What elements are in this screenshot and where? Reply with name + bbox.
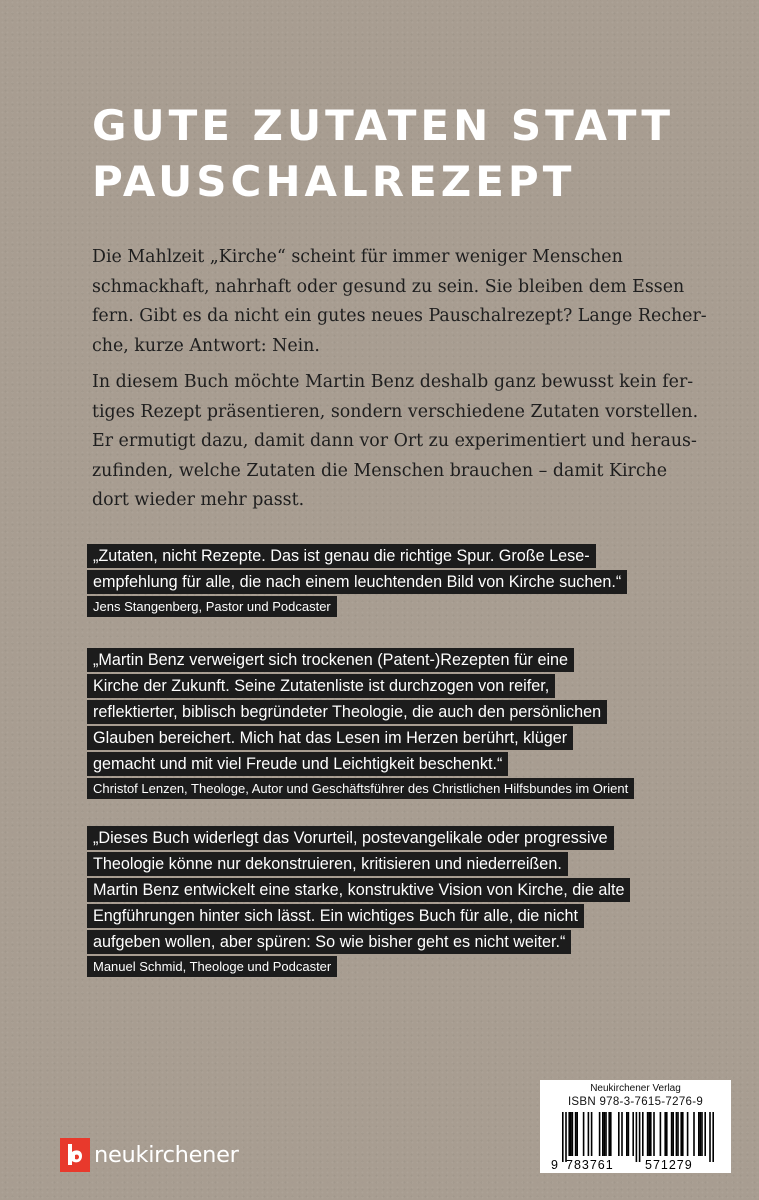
barcode-bar xyxy=(704,1112,706,1156)
barcode-bar xyxy=(666,1112,668,1156)
blurb-paragraph-1 xyxy=(92,243,707,361)
barcode-bar xyxy=(693,1112,695,1156)
barcode-bar xyxy=(639,1112,641,1162)
barcode-bar xyxy=(709,1112,711,1162)
barcode-bar xyxy=(576,1112,578,1156)
barcode-bar xyxy=(647,1112,649,1156)
blurb-paragraph-2 xyxy=(92,368,699,516)
quote-line: reflektierter, biblisch begründeter Theologie, die auch den persönlichen xyxy=(87,700,607,724)
paragraph-line: Die Mahlzeit „Kirche“ scheint für immer weniger Menschen xyxy=(92,247,623,267)
isbn-barcode-box xyxy=(540,1080,731,1173)
barcode-bar xyxy=(565,1112,567,1162)
quote-attribution: Christof Lenzen, Theologe, Autor und Geschäftsführer des Christlichen Hilfsbundes im Orient xyxy=(87,778,634,799)
quote-line: „Dieses Buch widerlegt das Vorurteil, postevangelikale oder progressive xyxy=(87,826,614,850)
quote-line: „Zutaten, nicht Rezepte. Das ist genau die richtige Spur. Große Lese- xyxy=(87,544,596,568)
barcode-bar xyxy=(677,1112,679,1156)
barcode-bar xyxy=(583,1112,585,1156)
quote-line: Theologie könne nur dekonstruieren, kritisieren und niederreißen. xyxy=(87,852,568,876)
barcode-bar xyxy=(572,1112,574,1156)
quote-attribution: Manuel Schmid, Theologe und Podcaster xyxy=(87,956,337,977)
barcode-bar xyxy=(698,1112,700,1156)
paragraph-line: In diesem Buch möchte Martin Benz deshalb ganz bewusst kein fer- xyxy=(92,372,694,392)
paragraph-line: che, kurze Antwort: Nein. xyxy=(92,335,320,356)
barcode-bar xyxy=(588,1112,590,1156)
barcode-bar xyxy=(632,1112,634,1156)
paragraph-line: zufinden, welche Zutaten die Menschen brauchen – damit Kirche xyxy=(92,460,668,481)
isbn-number: ISBN 978-3-7615-7276-9 xyxy=(567,1096,704,1108)
publisher-logo-text: neukirchener xyxy=(94,1142,239,1168)
barcode-bar xyxy=(712,1112,714,1162)
barcode-publisher: Neukirchener Verlag xyxy=(590,1083,681,1094)
quote-line: Martin Benz entwickelt eine starke, konstruktive Vision von Kirche, die alte xyxy=(87,878,630,902)
quote-line: Kirche der Zukunft. Seine Zutatenliste ist durchzogen von reifer, xyxy=(87,674,555,698)
quote-line: Engführungen hinter sich lässt. Ein wichtiges Buch für alle, die nicht xyxy=(87,904,584,928)
back-cover-title xyxy=(92,98,712,210)
barcode-bar xyxy=(604,1112,606,1156)
barcode-bar xyxy=(599,1112,601,1156)
title-line: PAUSCHALREZEPT xyxy=(92,157,576,206)
barcode-bar xyxy=(570,1112,572,1156)
barcode-bar xyxy=(676,1112,678,1156)
barcode-bar xyxy=(701,1112,703,1156)
barcode-bar xyxy=(664,1112,666,1156)
barcode-bar xyxy=(680,1112,682,1156)
barcode-bar xyxy=(636,1112,638,1162)
barcode-bar xyxy=(575,1112,577,1156)
barcode-bar xyxy=(682,1112,684,1156)
quote-line: aufgeben wollen, aber spüren: So wie bisher geht es nicht weiter.“ xyxy=(87,930,571,954)
quote-line: „Martin Benz verweigert sich trockenen (Patent-)Rezepten für eine xyxy=(87,648,574,672)
barcode-bar xyxy=(626,1112,628,1156)
barcode-bar xyxy=(653,1112,655,1156)
endorsement-quote-1 xyxy=(87,544,727,617)
endorsement-quote-3 xyxy=(87,826,727,977)
paragraph-line: schmackhaft, nahrhaft oder gesund zu sein. Sie bleiben dem Essen xyxy=(92,276,685,297)
barcode-digit-first: 9 xyxy=(551,1158,559,1171)
barcode-bar xyxy=(628,1112,630,1156)
paragraph-line: Er ermutigt dazu, damit dann vor Ort zu experimentiert und heraus- xyxy=(92,431,697,451)
quote-line: gemacht und mit viel Freude und Leichtigkeit beschenkt.“ xyxy=(87,752,508,776)
barcode-bar xyxy=(687,1112,689,1156)
barcode-bar xyxy=(671,1112,673,1156)
publisher-logo xyxy=(60,1138,239,1172)
paragraph-line: fern. Gibt es da nicht ein gutes neues Pauschalrezept? Lange Recher- xyxy=(92,306,707,326)
quote-attribution: Jens Stangenberg, Pastor und Podcaster xyxy=(87,596,337,617)
barcode-bar xyxy=(568,1112,570,1156)
barcode-digit-group-2: 571279 xyxy=(645,1158,693,1171)
quote-line: empfehlung für alle, die nach einem leuchtenden Bild von Kirche suchen.“ xyxy=(87,570,627,594)
barcode-bar xyxy=(642,1112,644,1156)
barcode-bar xyxy=(618,1112,620,1156)
barcode-bar xyxy=(700,1112,702,1156)
barcode-bar xyxy=(591,1112,593,1156)
paragraph-line: dort wieder mehr passt. xyxy=(92,490,305,510)
barcode-bar xyxy=(672,1112,674,1156)
barcode-bar xyxy=(610,1112,612,1156)
title-line: GUTE ZUTATEN STATT xyxy=(92,101,674,150)
ean-barcode xyxy=(548,1111,723,1171)
barcode-bar xyxy=(608,1112,610,1156)
barcode-digit-group-1: 783761 xyxy=(566,1158,614,1171)
barcode-bar xyxy=(605,1112,607,1156)
quote-line: Glauben bereichert. Mich hat das Lesen im Herzen berührt, klüger xyxy=(87,726,573,750)
paragraph-line: tiges Rezept präsentieren, sondern verschiedene Zutaten vorstellen. xyxy=(92,401,699,422)
barcode-bar xyxy=(602,1112,604,1156)
barcode-bar xyxy=(562,1112,564,1162)
barcode-bar xyxy=(650,1112,652,1156)
barcode-bar xyxy=(621,1112,623,1156)
barcode-bar xyxy=(660,1112,662,1156)
barcode-bar xyxy=(648,1112,650,1156)
endorsement-quote-2 xyxy=(87,648,727,799)
neukirchener-logo-icon xyxy=(60,1138,90,1172)
